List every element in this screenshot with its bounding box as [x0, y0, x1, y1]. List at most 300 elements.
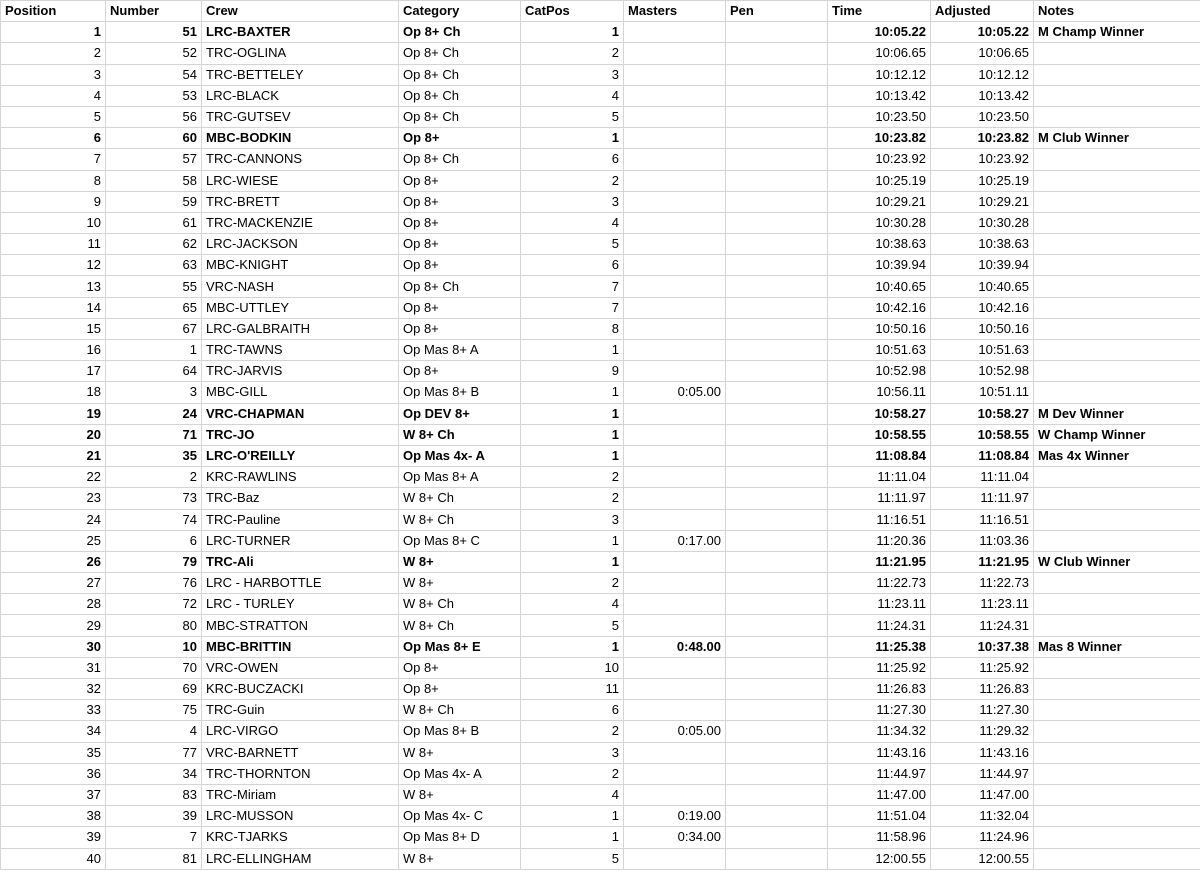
catpos-cell[interactable]: 1 [521, 382, 624, 403]
position-cell[interactable]: 26 [1, 551, 106, 572]
time-cell[interactable]: 10:13.42 [828, 85, 931, 106]
position-cell[interactable]: 33 [1, 700, 106, 721]
pen-cell[interactable] [726, 467, 828, 488]
category-cell[interactable]: Op 8+ Ch [399, 276, 521, 297]
masters-cell[interactable] [624, 763, 726, 784]
pen-cell[interactable] [726, 636, 828, 657]
position-cell[interactable]: 24 [1, 509, 106, 530]
category-cell[interactable]: W 8+ Ch [399, 700, 521, 721]
time-cell[interactable]: 11:43.16 [828, 742, 931, 763]
category-cell[interactable]: Op 8+ [399, 191, 521, 212]
masters-cell[interactable]: 0:34.00 [624, 827, 726, 848]
notes-cell[interactable] [1034, 234, 1200, 255]
position-cell[interactable]: 32 [1, 679, 106, 700]
masters-cell[interactable] [624, 22, 726, 43]
pen-cell[interactable] [726, 615, 828, 636]
position-cell[interactable]: 3 [1, 64, 106, 85]
catpos-cell[interactable]: 1 [521, 827, 624, 848]
position-cell[interactable]: 37 [1, 784, 106, 805]
crew-cell[interactable]: LRC-VIRGO [202, 721, 399, 742]
time-cell[interactable]: 10:42.16 [828, 297, 931, 318]
catpos-cell[interactable]: 2 [521, 170, 624, 191]
time-cell[interactable]: 11:24.31 [828, 615, 931, 636]
time-cell[interactable]: 11:22.73 [828, 573, 931, 594]
category-cell[interactable]: Op Mas 8+ A [399, 467, 521, 488]
pen-cell[interactable] [726, 297, 828, 318]
adjusted-cell[interactable]: 10:29.21 [931, 191, 1034, 212]
masters-cell[interactable] [624, 361, 726, 382]
category-cell[interactable]: Op Mas 8+ D [399, 827, 521, 848]
catpos-cell[interactable]: 1 [521, 128, 624, 149]
catpos-cell[interactable]: 2 [521, 467, 624, 488]
position-cell[interactable]: 10 [1, 212, 106, 233]
number-cell[interactable]: 57 [106, 149, 202, 170]
number-cell[interactable]: 52 [106, 43, 202, 64]
category-cell[interactable]: W 8+ Ch [399, 424, 521, 445]
catpos-cell[interactable]: 3 [521, 742, 624, 763]
catpos-cell[interactable]: 1 [521, 636, 624, 657]
crew-cell[interactable]: VRC-OWEN [202, 657, 399, 678]
notes-cell[interactable] [1034, 170, 1200, 191]
notes-cell[interactable] [1034, 488, 1200, 509]
time-cell[interactable]: 10:50.16 [828, 318, 931, 339]
category-cell[interactable]: Op 8+ [399, 255, 521, 276]
adjusted-cell[interactable]: 10:06.65 [931, 43, 1034, 64]
adjusted-cell[interactable]: 11:11.04 [931, 467, 1034, 488]
masters-cell[interactable] [624, 255, 726, 276]
position-cell[interactable]: 23 [1, 488, 106, 509]
adjusted-cell[interactable]: 10:39.94 [931, 255, 1034, 276]
pen-cell[interactable] [726, 509, 828, 530]
time-cell[interactable]: 11:11.04 [828, 467, 931, 488]
notes-cell[interactable] [1034, 340, 1200, 361]
position-cell[interactable]: 28 [1, 594, 106, 615]
crew-cell[interactable]: LRC-TURNER [202, 530, 399, 551]
catpos-cell[interactable]: 8 [521, 318, 624, 339]
masters-cell[interactable] [624, 403, 726, 424]
notes-cell[interactable] [1034, 297, 1200, 318]
category-cell[interactable]: Op Mas 8+ E [399, 636, 521, 657]
category-cell[interactable]: Op 8+ Ch [399, 22, 521, 43]
category-cell[interactable]: W 8+ Ch [399, 509, 521, 530]
pen-cell[interactable] [726, 382, 828, 403]
adjusted-cell[interactable]: 10:50.16 [931, 318, 1034, 339]
number-cell[interactable]: 59 [106, 191, 202, 212]
time-cell[interactable]: 11:25.38 [828, 636, 931, 657]
notes-cell[interactable]: M Champ Winner [1034, 22, 1200, 43]
category-cell[interactable]: W 8+ [399, 573, 521, 594]
category-cell[interactable]: Op Mas 4x- A [399, 445, 521, 466]
position-cell[interactable]: 5 [1, 106, 106, 127]
masters-cell[interactable] [624, 276, 726, 297]
position-cell[interactable]: 34 [1, 721, 106, 742]
catpos-cell[interactable]: 6 [521, 255, 624, 276]
position-cell[interactable]: 29 [1, 615, 106, 636]
category-cell[interactable]: Op 8+ [399, 170, 521, 191]
category-cell[interactable]: Op Mas 8+ B [399, 382, 521, 403]
time-cell[interactable]: 11:44.97 [828, 763, 931, 784]
pen-cell[interactable] [726, 806, 828, 827]
notes-cell[interactable] [1034, 827, 1200, 848]
catpos-cell[interactable]: 2 [521, 488, 624, 509]
masters-cell[interactable] [624, 509, 726, 530]
number-cell[interactable]: 51 [106, 22, 202, 43]
notes-cell[interactable] [1034, 212, 1200, 233]
time-cell[interactable]: 11:16.51 [828, 509, 931, 530]
position-cell[interactable]: 11 [1, 234, 106, 255]
number-cell[interactable]: 7 [106, 827, 202, 848]
pen-cell[interactable] [726, 763, 828, 784]
adjusted-cell[interactable]: 10:42.16 [931, 297, 1034, 318]
number-cell[interactable]: 69 [106, 679, 202, 700]
pen-cell[interactable] [726, 784, 828, 805]
catpos-cell[interactable]: 1 [521, 424, 624, 445]
time-cell[interactable]: 10:23.50 [828, 106, 931, 127]
category-cell[interactable]: Op 8+ Ch [399, 43, 521, 64]
crew-cell[interactable]: TRC-BRETT [202, 191, 399, 212]
adjusted-cell[interactable]: 11:24.96 [931, 827, 1034, 848]
position-cell[interactable]: 14 [1, 297, 106, 318]
pen-cell[interactable] [726, 43, 828, 64]
number-cell[interactable]: 77 [106, 742, 202, 763]
catpos-cell[interactable]: 6 [521, 149, 624, 170]
pen-cell[interactable] [726, 255, 828, 276]
number-cell[interactable]: 83 [106, 784, 202, 805]
number-cell[interactable]: 53 [106, 85, 202, 106]
header-category[interactable]: Category [399, 1, 521, 22]
crew-cell[interactable]: TRC-MACKENZIE [202, 212, 399, 233]
crew-cell[interactable]: VRC-BARNETT [202, 742, 399, 763]
pen-cell[interactable] [726, 128, 828, 149]
masters-cell[interactable] [624, 212, 726, 233]
time-cell[interactable]: 11:26.83 [828, 679, 931, 700]
position-cell[interactable]: 40 [1, 848, 106, 869]
position-cell[interactable]: 25 [1, 530, 106, 551]
pen-cell[interactable] [726, 848, 828, 869]
number-cell[interactable]: 10 [106, 636, 202, 657]
pen-cell[interactable] [726, 149, 828, 170]
number-cell[interactable]: 34 [106, 763, 202, 784]
position-cell[interactable]: 18 [1, 382, 106, 403]
pen-cell[interactable] [726, 657, 828, 678]
catpos-cell[interactable]: 1 [521, 551, 624, 572]
catpos-cell[interactable]: 1 [521, 806, 624, 827]
crew-cell[interactable]: TRC-Guin [202, 700, 399, 721]
position-cell[interactable]: 6 [1, 128, 106, 149]
position-cell[interactable]: 16 [1, 340, 106, 361]
masters-cell[interactable] [624, 318, 726, 339]
category-cell[interactable]: W 8+ Ch [399, 488, 521, 509]
pen-cell[interactable] [726, 530, 828, 551]
pen-cell[interactable] [726, 64, 828, 85]
catpos-cell[interactable]: 3 [521, 64, 624, 85]
position-cell[interactable]: 13 [1, 276, 106, 297]
crew-cell[interactable]: KRC-TJARKS [202, 827, 399, 848]
number-cell[interactable]: 71 [106, 424, 202, 445]
time-cell[interactable]: 10:58.55 [828, 424, 931, 445]
adjusted-cell[interactable]: 11:32.04 [931, 806, 1034, 827]
crew-cell[interactable]: TRC-OGLINA [202, 43, 399, 64]
notes-cell[interactable] [1034, 530, 1200, 551]
number-cell[interactable]: 62 [106, 234, 202, 255]
category-cell[interactable]: Op 8+ [399, 679, 521, 700]
header-catpos[interactable]: CatPos [521, 1, 624, 22]
notes-cell[interactable] [1034, 361, 1200, 382]
catpos-cell[interactable]: 1 [521, 340, 624, 361]
catpos-cell[interactable]: 9 [521, 361, 624, 382]
time-cell[interactable]: 11:11.97 [828, 488, 931, 509]
adjusted-cell[interactable]: 11:21.95 [931, 551, 1034, 572]
category-cell[interactable]: Op 8+ Ch [399, 85, 521, 106]
time-cell[interactable]: 11:27.30 [828, 700, 931, 721]
number-cell[interactable]: 60 [106, 128, 202, 149]
masters-cell[interactable] [624, 85, 726, 106]
catpos-cell[interactable]: 4 [521, 784, 624, 805]
category-cell[interactable]: W 8+ [399, 742, 521, 763]
notes-cell[interactable] [1034, 255, 1200, 276]
notes-cell[interactable] [1034, 276, 1200, 297]
adjusted-cell[interactable]: 11:03.36 [931, 530, 1034, 551]
pen-cell[interactable] [726, 403, 828, 424]
masters-cell[interactable]: 0:05.00 [624, 721, 726, 742]
masters-cell[interactable]: 0:05.00 [624, 382, 726, 403]
masters-cell[interactable] [624, 170, 726, 191]
notes-cell[interactable] [1034, 149, 1200, 170]
position-cell[interactable]: 19 [1, 403, 106, 424]
adjusted-cell[interactable]: 10:58.27 [931, 403, 1034, 424]
masters-cell[interactable] [624, 784, 726, 805]
position-cell[interactable]: 27 [1, 573, 106, 594]
crew-cell[interactable]: MBC-STRATTON [202, 615, 399, 636]
notes-cell[interactable] [1034, 657, 1200, 678]
number-cell[interactable]: 58 [106, 170, 202, 191]
crew-cell[interactable]: LRC-JACKSON [202, 234, 399, 255]
time-cell[interactable]: 10:58.27 [828, 403, 931, 424]
time-cell[interactable]: 10:23.92 [828, 149, 931, 170]
adjusted-cell[interactable]: 10:52.98 [931, 361, 1034, 382]
pen-cell[interactable] [726, 827, 828, 848]
catpos-cell[interactable]: 11 [521, 679, 624, 700]
position-cell[interactable]: 15 [1, 318, 106, 339]
masters-cell[interactable] [624, 234, 726, 255]
header-adjusted[interactable]: Adjusted [931, 1, 1034, 22]
crew-cell[interactable]: TRC-Baz [202, 488, 399, 509]
crew-cell[interactable]: LRC-BAXTER [202, 22, 399, 43]
pen-cell[interactable] [726, 276, 828, 297]
adjusted-cell[interactable]: 10:12.12 [931, 64, 1034, 85]
masters-cell[interactable] [624, 445, 726, 466]
position-cell[interactable]: 8 [1, 170, 106, 191]
pen-cell[interactable] [726, 424, 828, 445]
time-cell[interactable]: 12:00.55 [828, 848, 931, 869]
crew-cell[interactable]: TRC-JARVIS [202, 361, 399, 382]
adjusted-cell[interactable]: 11:25.92 [931, 657, 1034, 678]
adjusted-cell[interactable]: 10:05.22 [931, 22, 1034, 43]
notes-cell[interactable]: M Dev Winner [1034, 403, 1200, 424]
number-cell[interactable]: 35 [106, 445, 202, 466]
position-cell[interactable]: 1 [1, 22, 106, 43]
position-cell[interactable]: 21 [1, 445, 106, 466]
notes-cell[interactable] [1034, 191, 1200, 212]
pen-cell[interactable] [726, 170, 828, 191]
catpos-cell[interactable]: 3 [521, 191, 624, 212]
time-cell[interactable]: 10:25.19 [828, 170, 931, 191]
masters-cell[interactable] [624, 297, 726, 318]
number-cell[interactable]: 55 [106, 276, 202, 297]
masters-cell[interactable]: 0:19.00 [624, 806, 726, 827]
notes-cell[interactable] [1034, 784, 1200, 805]
masters-cell[interactable] [624, 594, 726, 615]
time-cell[interactable]: 10:05.22 [828, 22, 931, 43]
crew-cell[interactable]: VRC-NASH [202, 276, 399, 297]
notes-cell[interactable] [1034, 742, 1200, 763]
adjusted-cell[interactable]: 11:26.83 [931, 679, 1034, 700]
adjusted-cell[interactable]: 10:51.63 [931, 340, 1034, 361]
adjusted-cell[interactable]: 10:23.50 [931, 106, 1034, 127]
masters-cell[interactable] [624, 700, 726, 721]
crew-cell[interactable]: LRC-ELLINGHAM [202, 848, 399, 869]
number-cell[interactable]: 76 [106, 573, 202, 594]
crew-cell[interactable]: TRC-THORNTON [202, 763, 399, 784]
pen-cell[interactable] [726, 594, 828, 615]
masters-cell[interactable] [624, 106, 726, 127]
time-cell[interactable]: 10:29.21 [828, 191, 931, 212]
time-cell[interactable]: 10:23.82 [828, 128, 931, 149]
pen-cell[interactable] [726, 340, 828, 361]
crew-cell[interactable]: MBC-BODKIN [202, 128, 399, 149]
time-cell[interactable]: 11:34.32 [828, 721, 931, 742]
crew-cell[interactable]: TRC-Pauline [202, 509, 399, 530]
category-cell[interactable]: Op 8+ [399, 297, 521, 318]
notes-cell[interactable] [1034, 64, 1200, 85]
masters-cell[interactable] [624, 424, 726, 445]
catpos-cell[interactable]: 4 [521, 594, 624, 615]
time-cell[interactable]: 10:39.94 [828, 255, 931, 276]
masters-cell[interactable] [624, 467, 726, 488]
category-cell[interactable]: Op Mas 4x- A [399, 763, 521, 784]
catpos-cell[interactable]: 5 [521, 234, 624, 255]
adjusted-cell[interactable]: 10:23.92 [931, 149, 1034, 170]
number-cell[interactable]: 75 [106, 700, 202, 721]
catpos-cell[interactable]: 10 [521, 657, 624, 678]
crew-cell[interactable]: LRC - HARBOTTLE [202, 573, 399, 594]
catpos-cell[interactable]: 2 [521, 763, 624, 784]
notes-cell[interactable]: W Club Winner [1034, 551, 1200, 572]
notes-cell[interactable] [1034, 615, 1200, 636]
adjusted-cell[interactable]: 11:24.31 [931, 615, 1034, 636]
pen-cell[interactable] [726, 234, 828, 255]
adjusted-cell[interactable]: 11:23.11 [931, 594, 1034, 615]
adjusted-cell[interactable]: 10:13.42 [931, 85, 1034, 106]
number-cell[interactable]: 63 [106, 255, 202, 276]
pen-cell[interactable] [726, 318, 828, 339]
masters-cell[interactable] [624, 128, 726, 149]
header-position[interactable]: Position [1, 1, 106, 22]
category-cell[interactable]: Op 8+ [399, 212, 521, 233]
time-cell[interactable]: 10:51.63 [828, 340, 931, 361]
category-cell[interactable]: Op 8+ [399, 361, 521, 382]
time-cell[interactable]: 11:23.11 [828, 594, 931, 615]
adjusted-cell[interactable]: 11:27.30 [931, 700, 1034, 721]
adjusted-cell[interactable]: 11:43.16 [931, 742, 1034, 763]
pen-cell[interactable] [726, 721, 828, 742]
position-cell[interactable]: 17 [1, 361, 106, 382]
masters-cell[interactable] [624, 573, 726, 594]
notes-cell[interactable] [1034, 509, 1200, 530]
notes-cell[interactable]: M Club Winner [1034, 128, 1200, 149]
notes-cell[interactable]: W Champ Winner [1034, 424, 1200, 445]
number-cell[interactable]: 65 [106, 297, 202, 318]
adjusted-cell[interactable]: 10:58.55 [931, 424, 1034, 445]
crew-cell[interactable]: TRC-GUTSEV [202, 106, 399, 127]
adjusted-cell[interactable]: 11:29.32 [931, 721, 1034, 742]
crew-cell[interactable]: VRC-CHAPMAN [202, 403, 399, 424]
adjusted-cell[interactable]: 10:38.63 [931, 234, 1034, 255]
category-cell[interactable]: Op 8+ Ch [399, 64, 521, 85]
adjusted-cell[interactable]: 10:51.11 [931, 382, 1034, 403]
pen-cell[interactable] [726, 700, 828, 721]
catpos-cell[interactable]: 2 [521, 43, 624, 64]
position-cell[interactable]: 9 [1, 191, 106, 212]
crew-cell[interactable]: TRC-JO [202, 424, 399, 445]
masters-cell[interactable] [624, 615, 726, 636]
adjusted-cell[interactable]: 11:08.84 [931, 445, 1034, 466]
adjusted-cell[interactable]: 11:11.97 [931, 488, 1034, 509]
time-cell[interactable]: 10:52.98 [828, 361, 931, 382]
notes-cell[interactable] [1034, 848, 1200, 869]
category-cell[interactable]: Op 8+ [399, 128, 521, 149]
time-cell[interactable]: 11:20.36 [828, 530, 931, 551]
number-cell[interactable]: 81 [106, 848, 202, 869]
category-cell[interactable]: Op Mas 8+ C [399, 530, 521, 551]
adjusted-cell[interactable]: 10:40.65 [931, 276, 1034, 297]
category-cell[interactable]: Op 8+ [399, 318, 521, 339]
number-cell[interactable]: 3 [106, 382, 202, 403]
category-cell[interactable]: Op 8+ Ch [399, 106, 521, 127]
category-cell[interactable]: Op 8+ Ch [399, 149, 521, 170]
adjusted-cell[interactable]: 11:47.00 [931, 784, 1034, 805]
adjusted-cell[interactable]: 11:44.97 [931, 763, 1034, 784]
catpos-cell[interactable]: 1 [521, 530, 624, 551]
pen-cell[interactable] [726, 573, 828, 594]
number-cell[interactable]: 79 [106, 551, 202, 572]
catpos-cell[interactable]: 4 [521, 212, 624, 233]
category-cell[interactable]: W 8+ [399, 551, 521, 572]
crew-cell[interactable]: TRC-Ali [202, 551, 399, 572]
number-cell[interactable]: 80 [106, 615, 202, 636]
header-number[interactable]: Number [106, 1, 202, 22]
masters-cell[interactable] [624, 340, 726, 361]
catpos-cell[interactable]: 2 [521, 573, 624, 594]
crew-cell[interactable]: LRC-GALBRAITH [202, 318, 399, 339]
adjusted-cell[interactable]: 10:30.28 [931, 212, 1034, 233]
time-cell[interactable]: 11:08.84 [828, 445, 931, 466]
position-cell[interactable]: 12 [1, 255, 106, 276]
catpos-cell[interactable]: 3 [521, 509, 624, 530]
masters-cell[interactable] [624, 191, 726, 212]
position-cell[interactable]: 31 [1, 657, 106, 678]
notes-cell[interactable] [1034, 763, 1200, 784]
pen-cell[interactable] [726, 191, 828, 212]
crew-cell[interactable]: KRC-BUCZACKI [202, 679, 399, 700]
pen-cell[interactable] [726, 361, 828, 382]
crew-cell[interactable]: TRC-BETTELEY [202, 64, 399, 85]
position-cell[interactable]: 30 [1, 636, 106, 657]
notes-cell[interactable]: Mas 4x Winner [1034, 445, 1200, 466]
number-cell[interactable]: 72 [106, 594, 202, 615]
header-crew[interactable]: Crew [202, 1, 399, 22]
catpos-cell[interactable]: 7 [521, 297, 624, 318]
